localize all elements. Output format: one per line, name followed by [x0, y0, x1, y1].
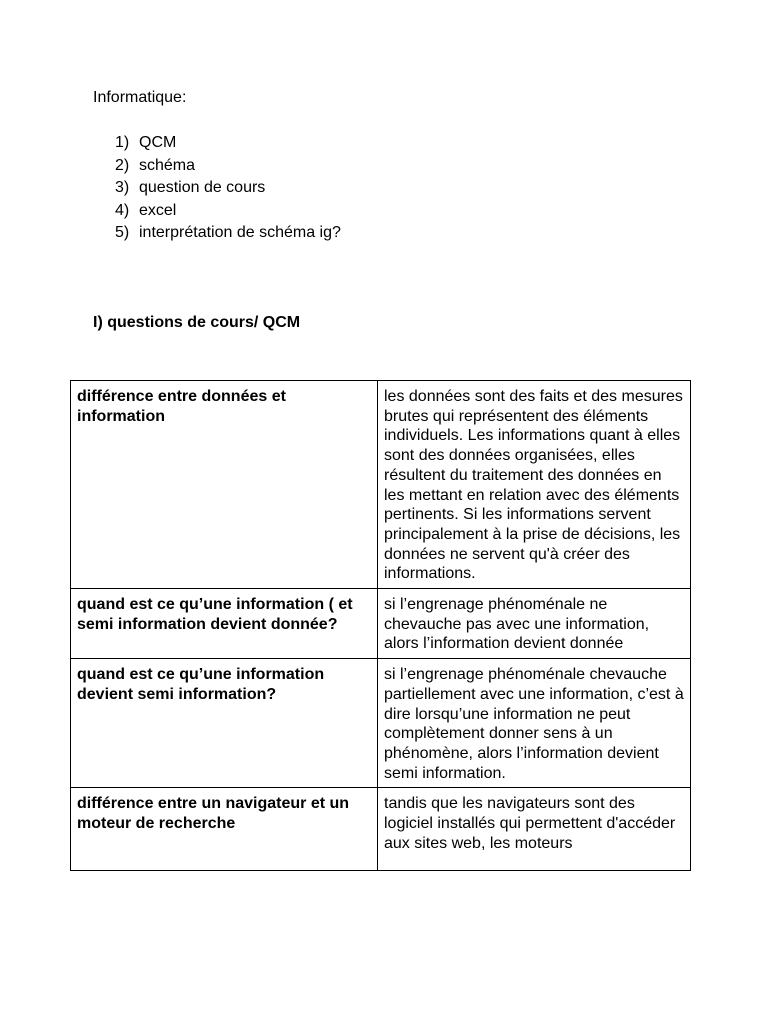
list-item-text: excel [139, 201, 177, 219]
topic-list [115, 132, 341, 245]
list-item [115, 132, 341, 155]
table-row [71, 381, 691, 589]
list-item-text: schéma [139, 156, 196, 174]
list-item-text: interprétation de schéma ig? [139, 224, 341, 241]
list-item-text: QCM [139, 134, 177, 151]
section-title: I) questions de cours/ QCM [93, 314, 301, 331]
list-item-number: 1) [115, 134, 130, 151]
question-cell: différence entre données et information [71, 381, 378, 589]
question-cell: différence entre un navigateur et un moteur de recherche [71, 788, 378, 871]
qa-table [70, 380, 691, 871]
answer-cell: tandis que les navigateurs sont des logiciel installés qui permettent d'accéder aux sites web, les moteurs [378, 788, 691, 871]
list-item [115, 177, 341, 200]
list-item-number: 2) [115, 156, 130, 174]
list-item-number: 4) [115, 201, 130, 219]
answer-cell: si l’engrenage phénoménale chevauche partiellement avec une information, c’est à dire lorsqu’une information ne peut complètement donner sens à un phénomène, alors l’information devient semi information. [378, 659, 691, 788]
list-item [115, 200, 341, 223]
list-item [115, 222, 341, 245]
answer-cell: les données sont des faits et des mesures brutes qui représentent des éléments individuels. Les informations quant à elles sont des données organisées, elles résultent du traitement des données en les mettant en relation avec des éléments pertinents. Si les informations servent principalement à la prise de décisions, les données ne servent qu'à créer des informations. [378, 381, 691, 589]
answer-cell: si l’engrenage phénoménale ne chevauche pas avec une information, alors l’information devient donnée [378, 589, 691, 659]
table-row [71, 788, 691, 871]
table-row [71, 589, 691, 659]
document-heading: Informatique: [93, 89, 187, 106]
table-row [71, 659, 691, 788]
question-cell: quand est ce qu’une information devient semi information? [71, 659, 378, 788]
question-cell: quand est ce qu’une information ( et semi information devient donnée? [71, 589, 378, 659]
list-item-number: 3) [115, 179, 130, 196]
list-item-text: question de cours [139, 179, 266, 196]
list-item-number: 5) [115, 224, 130, 241]
list-item [115, 155, 341, 178]
